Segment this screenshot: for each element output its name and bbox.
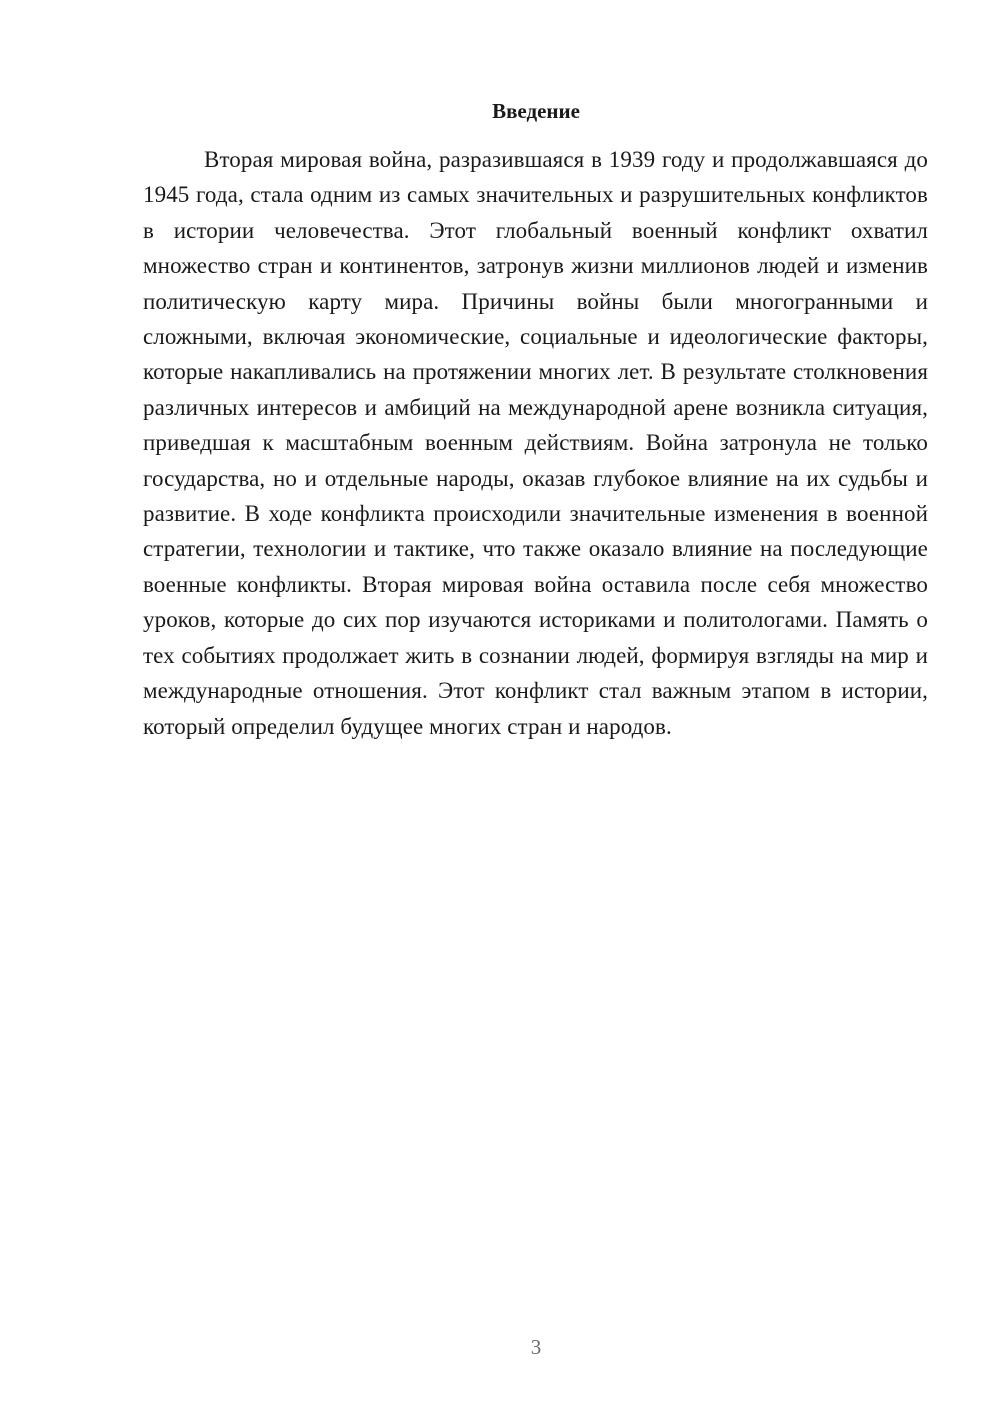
page-number: 3 <box>530 1335 542 1359</box>
body-paragraph: Вторая мировая война, разразившаяся в 1939 году и продолжавшаяся до 1945 года, стала одним из самых значительных и разрушительных конфликтов в истории человечества. Этот глобальный военный конфликт охватил множество стран и континентов, затронув жизни миллионов людей и изменив политическую карту мира. Причины войны были многогранными и сложными, включая экономические, социальные и идеологические факторы, которые накапливались на протяжении многих лет. В результате столкновения различных интересов и амбиций на международной арене возникла ситуация, приведшая к масштабным военным действиям. Война затронула не только государства, но и отдельные народы, оказав глубокое влияние на их судьбы и развитие. В ходе конфликта происходили значительные изменения в военной стратегии, технологии и тактике, что также оказало влияние на последующие военные конфликты. Вторая мировая война оставила после себя множество уроков, которые до сих пор изучаются историками и политологами. Память о тех событиях продолжает жить в сознании людей, формируя взгляды на мир и международные отношения. Этот конфликт стал важным этапом в истории, который определил будущее многих стран и народов. <box>143 147 928 739</box>
section-heading: Введение <box>492 99 580 123</box>
